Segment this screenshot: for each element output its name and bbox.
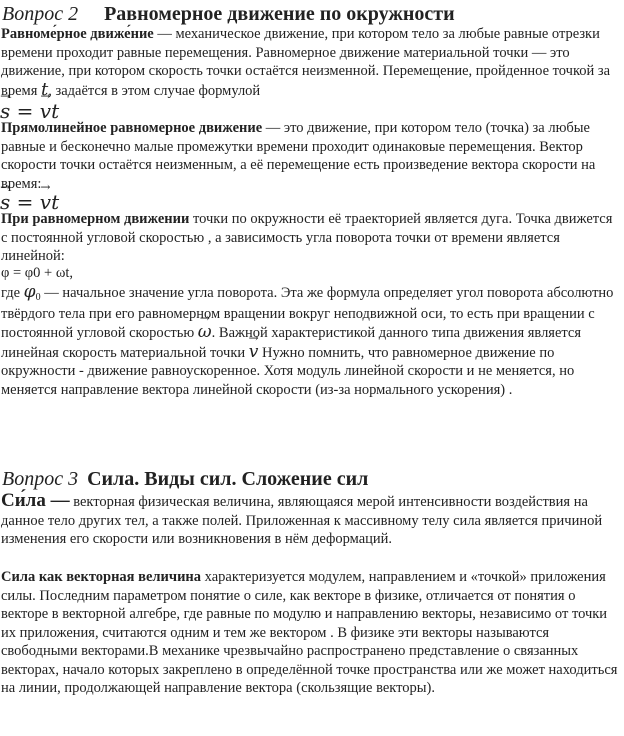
q2-p4-text1: где xyxy=(1,285,24,301)
q2-p1-text2: , задаётся в этом случае формулой xyxy=(48,82,261,99)
question-3-number: Вопрос 3 xyxy=(2,468,79,490)
omega-vector-symbol: → ω xyxy=(198,323,212,342)
q2-paragraph-circular xyxy=(1,210,619,266)
q2-paragraph-uniform-motion xyxy=(1,25,619,100)
question-2-heading xyxy=(2,3,455,25)
q2-p3-text: точки по окружности её траекторией является дуга. Точка движется с постоянной угловой скоростью , а зависимость угла поворота точки от времени является линейной: xyxy=(1,211,613,264)
question-2-number: Вопрос 2 xyxy=(2,3,79,25)
q2-p1-text1: — механическое движение, при котором тело за любые равные отрезки времени проходит равные перемещения. Равномерное движение материальной точки — это движение, при котором скорость точки остаётся неизменной. Перемещение, пройденное точкой за время xyxy=(1,26,611,99)
time-symbol: t xyxy=(41,78,49,100)
q3-p1-text: векторная физическая величина, являющаяся мерой интенсивности воздействия на данное тело других тел, а также полей. Приложенная к массивному телу сила является причиной изменения его скорости или возникновения в нём деформаций. xyxy=(1,494,603,547)
term-uniform-circular: При равномерном движении xyxy=(1,211,190,227)
question-3-title: Сила. Виды сил. Сложение сил xyxy=(87,468,369,490)
term-force: Си́ла — xyxy=(1,490,70,511)
formula-displacement-1: → s = → vt xyxy=(0,101,59,121)
q3-paragraph-force xyxy=(1,492,619,549)
q2-p4-text2: — начальное значение угла поворота. Эта же формула определяет угол поворота абсолютно твёрдого тела при его равномерном вращении вокруг неподвижной оси, то есть при вращении с постоянной угловой скоростью xyxy=(1,285,614,341)
term-uniform-motion: Равноме́рное движе́ние xyxy=(1,26,154,42)
q2-paragraph-rectilinear xyxy=(1,119,619,193)
q2-paragraph-angle xyxy=(1,283,619,399)
phi-symbol: φ xyxy=(23,282,36,302)
question-2-title: Равномерное движение по окружности xyxy=(104,3,455,25)
q3-p2-text: характеризуется модулем, направлением и «точкой» приложения силы. Последним параметром понятие о силе, как векторе в физике, отличается от понятия о векторе в векторной алгебре, где равные по модулю и направлению векторы, независимо от точки их приложения, считаются одним и тем же вектором . В физике эти векторы называются свободными векторами.В механике чрезвычайно распространено представление о связанных векторах, начало которых закреплено в определённой точке пространства или же может находиться на линии, продолжающей направление вектора (скользящие векторы). xyxy=(1,569,618,696)
q2-p2-text: — это движение, при котором тело (точка) за любые равные и бесконечно малые промежутки времени проходит одинаковые перемещения. Вектор скорости точки остаётся неизменным, а её перемещение есть произведение вектора скорости на время: xyxy=(1,120,596,192)
phi-subscript: 0 xyxy=(35,292,41,303)
angle-equation: φ = φ0 + ωt, xyxy=(1,265,74,281)
question-3-heading xyxy=(2,468,368,490)
q3-paragraph-force-vector xyxy=(1,568,619,698)
formula-displacement-2: → s = → vt xyxy=(0,192,59,212)
term-rectilinear-uniform-motion: Прямолинейное равномерное движение xyxy=(1,120,263,136)
q2-p4-text3: . Важной характеристикой данного типа движения является линейная скорость материальной точки xyxy=(1,325,582,361)
q2-p4-text4: Нужно помнить, что равномерное движение по окружности - движение равноускоренное. Хотя модуль линейной скорости и не меняется, но меняется направление вектора линейной скорости (из-за нормального ускорения) . xyxy=(1,344,575,398)
velocity-vector-symbol: → v xyxy=(249,343,259,362)
term-force-as-vector: Сила как векторная величина xyxy=(1,569,202,585)
